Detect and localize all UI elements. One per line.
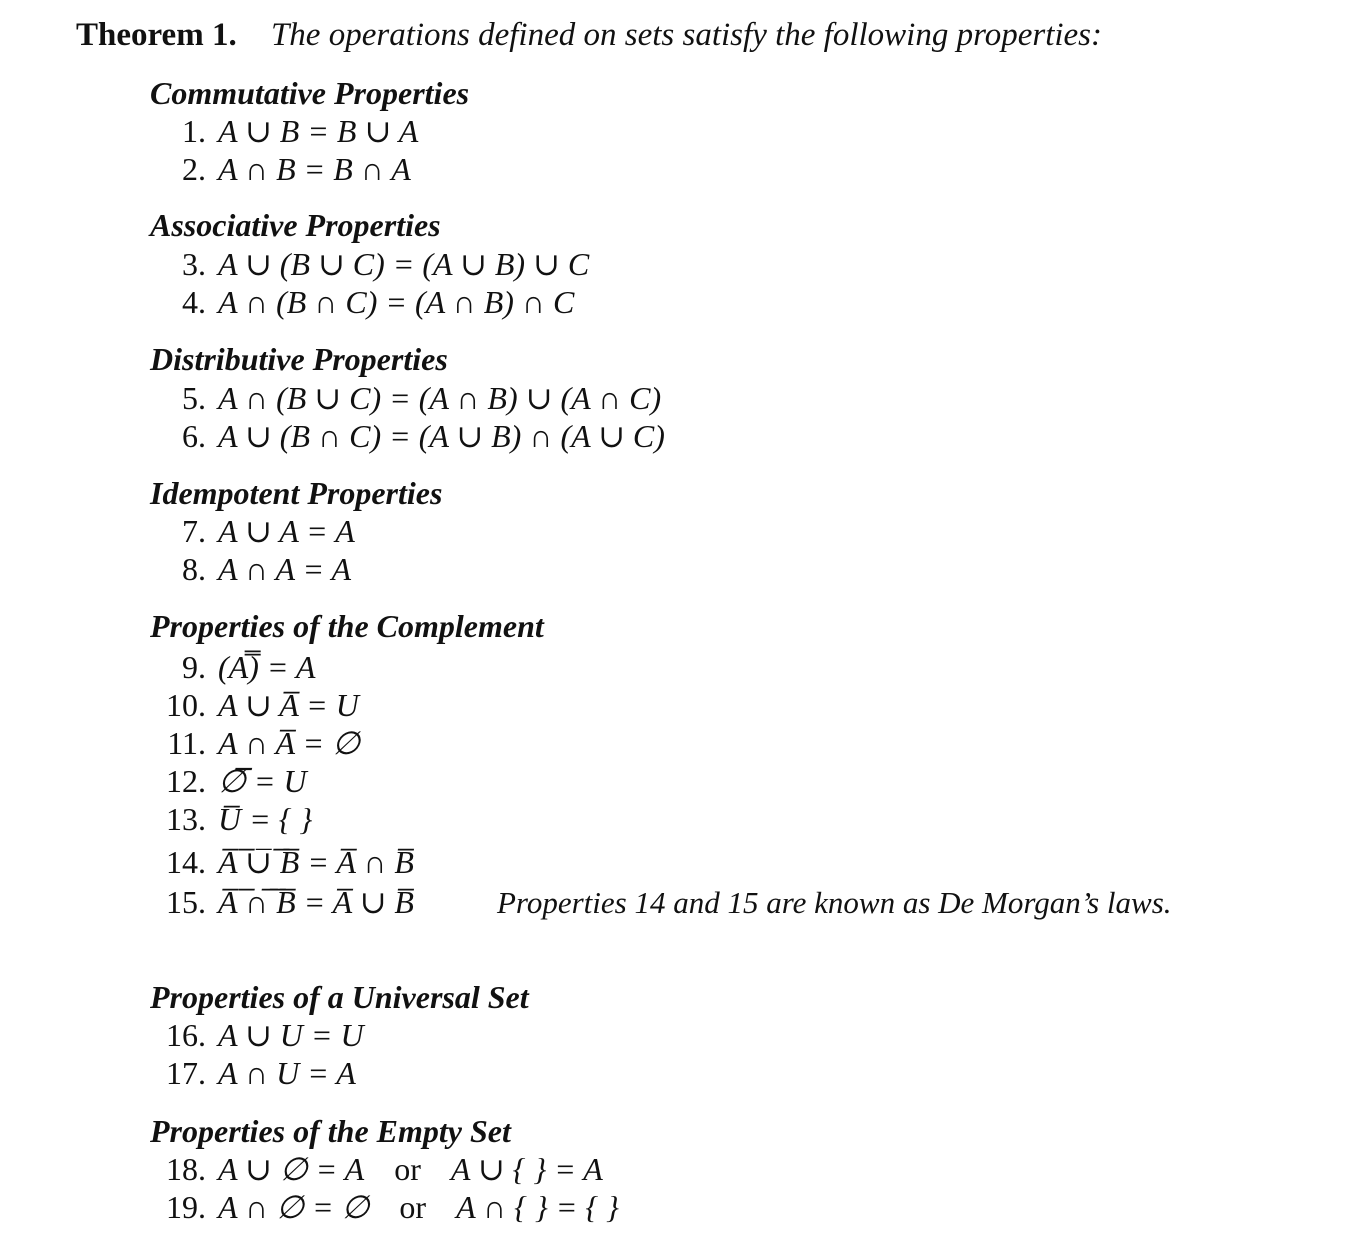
property-expression: A ∩ (B ∪ C) = (A ∩ B) ∪ (A ∩ C) [218, 380, 662, 416]
property-expression: A ∪ U = U [218, 1017, 364, 1053]
property-expression: A̅ ̅∩̅ ̅B̅ = A̅ ∪ B̅ [218, 884, 414, 920]
property-14 [150, 843, 414, 881]
property-number: 12. [166, 763, 206, 799]
property-expression: A ∪ ∅ = A [218, 1151, 365, 1187]
property-number: 17. [166, 1055, 206, 1091]
property-15 [150, 883, 414, 921]
property-number: 11. [167, 725, 206, 761]
property-number: 15. [166, 884, 206, 920]
property-expression: ∅̅ = U [218, 763, 307, 799]
heading-complement: Properties of the Complement [150, 608, 544, 644]
property-16 [150, 1016, 364, 1054]
heading-idempotent: Idempotent Properties [150, 475, 443, 511]
property-expression: A ∩ A = A [218, 551, 352, 587]
property-6 [150, 417, 665, 455]
property-number: 8. [182, 551, 206, 587]
heading-empty-set: Properties of the Empty Set [150, 1113, 511, 1149]
heading-commutative: Commutative Properties [150, 75, 470, 111]
property-3 [150, 245, 589, 283]
property-expression: A̅ ̅∪̅ ̅B̅ = A̅ ∩ B̅ [218, 844, 414, 880]
property-5 [150, 379, 661, 417]
property-1 [150, 112, 418, 150]
property-12 [150, 762, 307, 800]
heading-associative: Associative Properties [150, 207, 441, 243]
property-number: 5. [182, 380, 206, 416]
property-expression: A ∩ A̅ = ∅ [218, 725, 360, 761]
property-expression: A ∪ (B ∩ C) = (A ∪ B) ∩ (A ∪ C) [218, 418, 665, 454]
property-10 [150, 686, 359, 724]
alternative-expression: A ∪ { } = A [450, 1151, 603, 1187]
alternative-expression: A ∩ { } = { } [456, 1189, 619, 1225]
property-expression: A ∩ (B ∩ C) = (A ∩ B) ∩ C [218, 284, 575, 320]
property-7 [150, 512, 355, 550]
property-number: 3. [182, 246, 206, 282]
theorem-header [76, 12, 1102, 58]
property-expression: A ∩ ∅ = ∅ [218, 1189, 370, 1225]
property-number: 16. [166, 1017, 206, 1053]
property-13 [150, 800, 312, 838]
property-2 [150, 150, 411, 188]
property-17 [150, 1054, 356, 1092]
property-number: 6. [182, 418, 206, 454]
property-19 [150, 1188, 619, 1226]
heading-distributive: Distributive Properties [150, 341, 448, 377]
property-number: 2. [182, 151, 206, 187]
property-9 [150, 648, 315, 686]
property-number: 13. [166, 801, 206, 837]
property-expression: A ∪ B = B ∪ A [218, 113, 419, 149]
property-number: 9. [182, 649, 206, 685]
property-expression: A ∪ A = A [218, 513, 355, 549]
de-morgan-note: Properties 14 and 15 are known as De Morgan’s laws. [497, 885, 1172, 920]
property-number: 1. [182, 113, 206, 149]
heading-universal-set: Properties of a Universal Set [150, 979, 529, 1015]
property-expression: A ∪ A̅ = U [218, 687, 359, 723]
property-expression: A ∪ (B ∪ C) = (A ∪ B) ∪ C [218, 246, 590, 282]
property-4 [150, 283, 574, 321]
property-number: 4. [182, 284, 206, 320]
property-expression: (A̿) = A [218, 649, 316, 685]
property-expression: A ∩ B = B ∩ A [218, 151, 411, 187]
theorem-statement: The operations defined on sets satisfy the following properties: [270, 17, 1103, 53]
property-8 [150, 550, 351, 588]
or-connector: or [399, 1189, 427, 1225]
property-11 [150, 724, 360, 762]
property-number: 10. [166, 687, 206, 723]
property-expression: A ∩ U = A [218, 1055, 356, 1091]
property-number: 14. [166, 844, 206, 880]
property-expression: U̅ = { } [218, 801, 313, 837]
property-number: 18. [166, 1151, 206, 1187]
property-18 [150, 1150, 603, 1188]
or-connector: or [394, 1151, 421, 1187]
theorem-label: Theorem 1. [76, 17, 237, 53]
property-number: 19. [166, 1189, 206, 1225]
property-number: 7. [182, 513, 206, 549]
